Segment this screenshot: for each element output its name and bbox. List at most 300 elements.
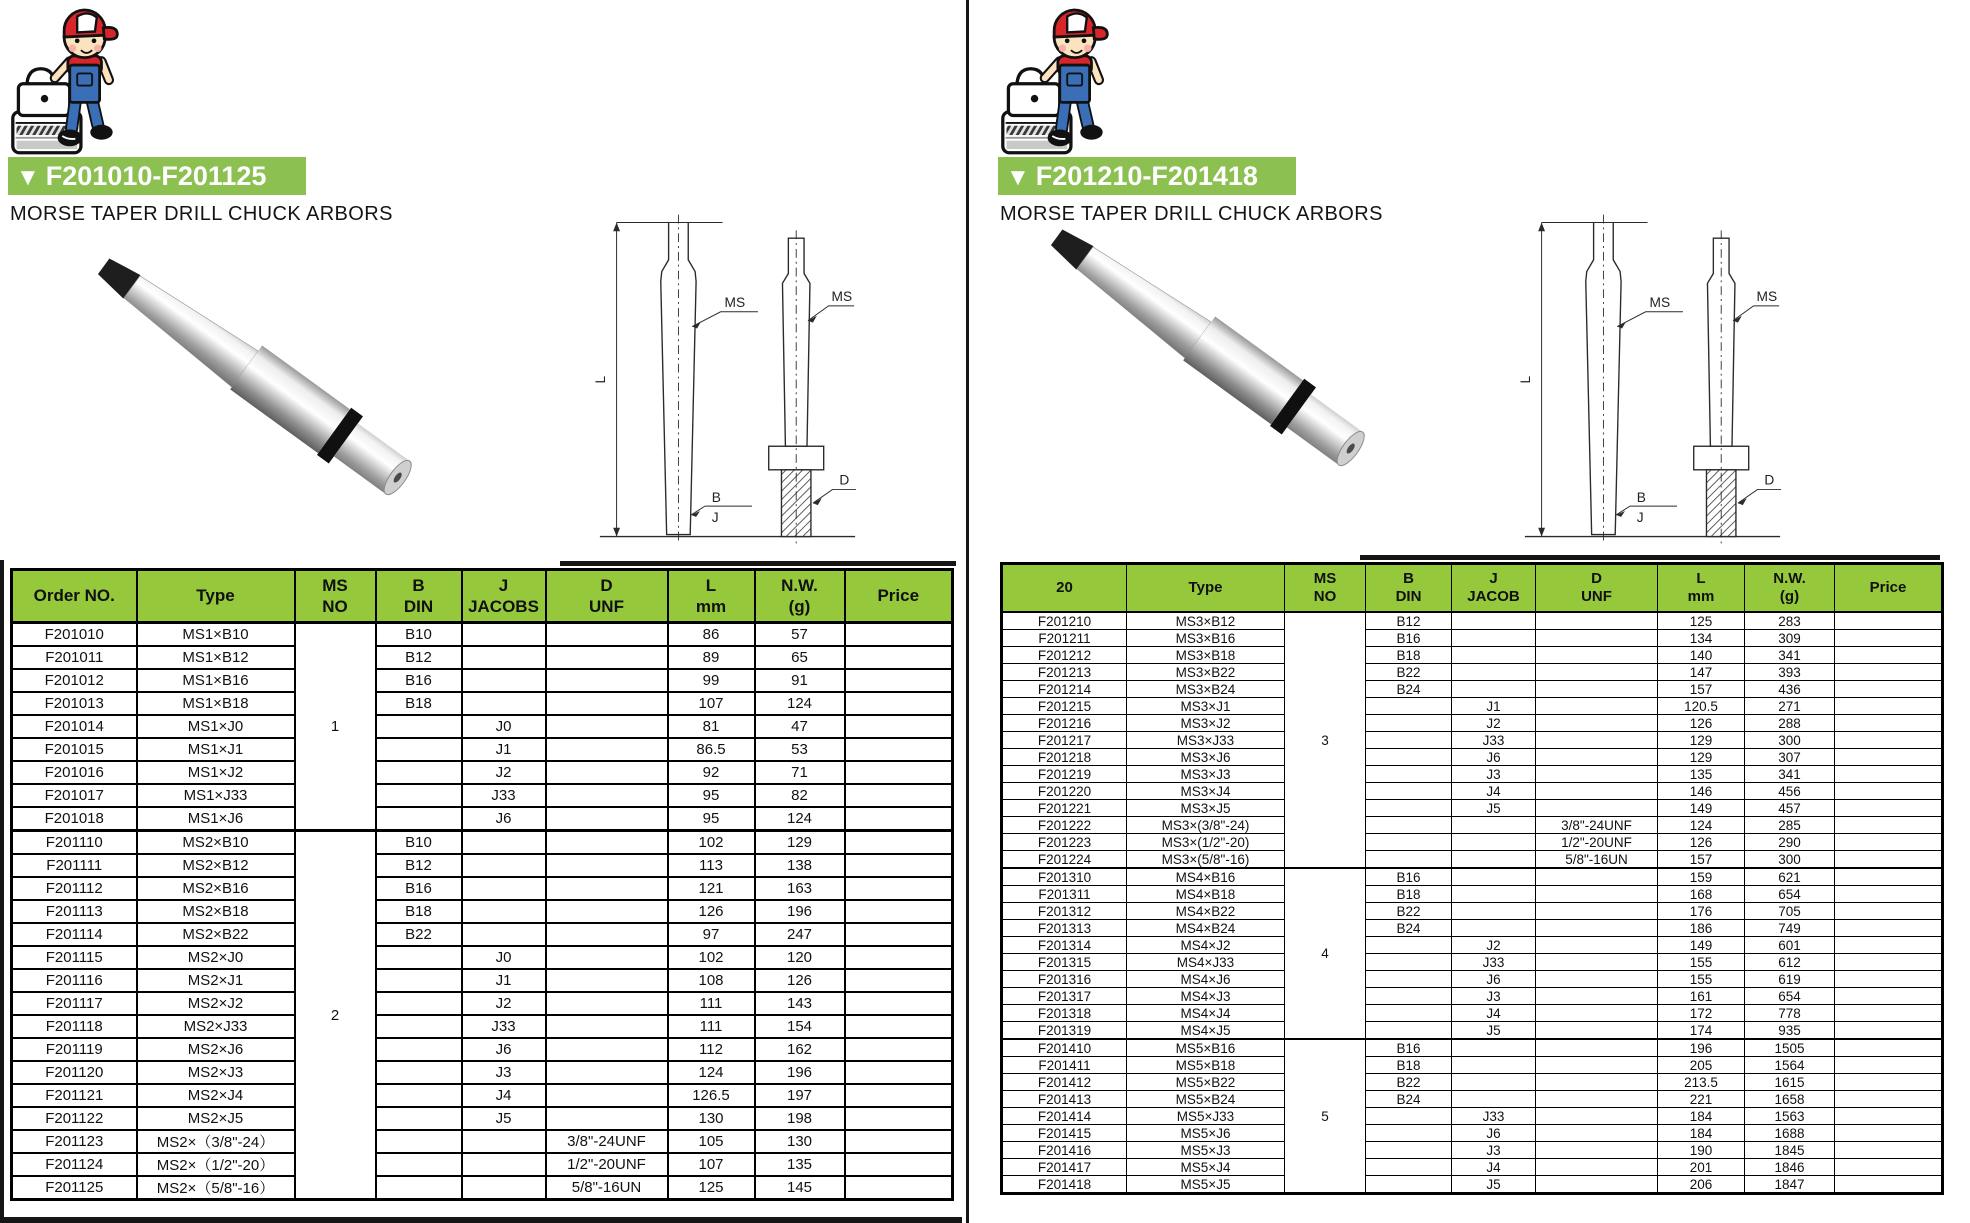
cell-d-unf xyxy=(1536,988,1658,1005)
cell-l-mm: 113 xyxy=(668,854,755,877)
cell-order-no: F201413 xyxy=(1002,1091,1127,1108)
cell-j-jacobs xyxy=(1452,903,1536,920)
cell-d-unf xyxy=(1536,732,1658,749)
cell-nw-g: 654 xyxy=(1745,886,1835,903)
cell-price xyxy=(1835,1159,1943,1176)
cell-price xyxy=(1835,868,1943,886)
cell-nw-g: 135 xyxy=(755,1153,845,1176)
cell-nw-g: 935 xyxy=(1745,1022,1835,1040)
triangle-icon: ▼ xyxy=(1006,164,1030,191)
cell-nw-g: 621 xyxy=(1745,868,1835,886)
cell-d-unf xyxy=(1536,1125,1658,1142)
cell-d-unf xyxy=(546,1038,668,1061)
cell-nw-g: 1564 xyxy=(1745,1057,1835,1074)
cell-nw-g: 145 xyxy=(755,1176,845,1200)
cell-order-no: F201222 xyxy=(1002,817,1127,834)
cell-b-din xyxy=(1366,1108,1452,1125)
cell-order-no: F201211 xyxy=(1002,630,1127,647)
cell-order-no: F201316 xyxy=(1002,971,1127,988)
cell-b-din: B12 xyxy=(376,854,462,877)
cell-type: MS4×B18 xyxy=(1127,886,1285,903)
cell-type: MS3×B16 xyxy=(1127,630,1285,647)
cell-nw-g: 1615 xyxy=(1745,1074,1835,1091)
cell-d-unf xyxy=(1536,1005,1658,1022)
table-row xyxy=(1002,937,1943,954)
cell-price xyxy=(1835,1091,1943,1108)
table-row xyxy=(12,1015,953,1038)
cell-d-unf xyxy=(1536,783,1658,800)
cell-l-mm: 134 xyxy=(1658,630,1745,647)
cell-j-jacobs xyxy=(462,900,546,923)
cell-type: MS4×J5 xyxy=(1127,1022,1285,1040)
cell-j-jacobs xyxy=(1452,886,1536,903)
cell-b-din: B22 xyxy=(1366,664,1452,681)
cell-j-jacobs: J5 xyxy=(1452,800,1536,817)
table-row xyxy=(12,1153,953,1176)
cell-nw-g: 307 xyxy=(1745,749,1835,766)
cell-price xyxy=(845,877,953,900)
cell-price xyxy=(1835,903,1943,920)
cell-b-din xyxy=(1366,817,1452,834)
cell-j-jacobs: J0 xyxy=(462,946,546,969)
cell-price xyxy=(845,946,953,969)
cell-price xyxy=(845,1130,953,1153)
cell-nw-g: 1846 xyxy=(1745,1159,1835,1176)
cell-j-jacobs: J3 xyxy=(1452,1142,1536,1159)
cell-b-din: B24 xyxy=(1366,920,1452,937)
cell-order-no: F201312 xyxy=(1002,903,1127,920)
cell-l-mm: 120.5 xyxy=(1658,698,1745,715)
column-header: B DIN xyxy=(376,570,462,623)
cell-price xyxy=(845,1038,953,1061)
cell-d-unf xyxy=(1536,937,1658,954)
cell-j-jacobs: J2 xyxy=(1452,715,1536,732)
cell-order-no: F201218 xyxy=(1002,749,1127,766)
table-row xyxy=(12,946,953,969)
cell-j-jacobs xyxy=(1452,1057,1536,1074)
table-row xyxy=(1002,1039,1943,1057)
cell-order-no: F201112 xyxy=(12,877,137,900)
cell-nw-g: 341 xyxy=(1745,647,1835,664)
table-row xyxy=(1002,630,1943,647)
table-row xyxy=(1002,612,1943,630)
cell-j-jacobs xyxy=(1452,647,1536,664)
cell-type: MS5×B16 xyxy=(1127,1039,1285,1057)
cell-nw-g: 154 xyxy=(755,1015,845,1038)
column-header: L mm xyxy=(668,570,755,623)
cell-l-mm: 124 xyxy=(668,1061,755,1084)
cell-l-mm: 155 xyxy=(1658,971,1745,988)
cell-type: MS2×B16 xyxy=(137,877,295,900)
cell-b-din: B16 xyxy=(1366,868,1452,886)
table-row xyxy=(1002,1022,1943,1040)
dimension-diagram xyxy=(1520,210,1785,550)
cell-nw-g: 130 xyxy=(755,1130,845,1153)
cell-j-jacobs xyxy=(1452,664,1536,681)
cell-d-unf xyxy=(546,1015,668,1038)
cell-j-jacobs: J6 xyxy=(462,1038,546,1061)
cell-type: MS1×B12 xyxy=(137,646,295,669)
cell-price xyxy=(1835,834,1943,851)
cell-d-unf xyxy=(1536,715,1658,732)
cell-l-mm: 184 xyxy=(1658,1108,1745,1125)
cell-j-jacobs xyxy=(1452,681,1536,698)
cell-j-jacobs: J6 xyxy=(1452,749,1536,766)
cell-price xyxy=(1835,800,1943,817)
product-range-badge xyxy=(998,157,1296,195)
table-row xyxy=(12,646,953,669)
product-range-text: F201210-F201418 xyxy=(1035,161,1258,191)
cell-nw-g: 1688 xyxy=(1745,1125,1835,1142)
table-row xyxy=(12,1130,953,1153)
cell-d-unf xyxy=(1536,749,1658,766)
cell-nw-g: 705 xyxy=(1745,903,1835,920)
cell-l-mm: 168 xyxy=(1658,886,1745,903)
cell-j-jacobs xyxy=(462,623,546,647)
scan-edge-left xyxy=(0,560,4,1223)
cell-d-unf xyxy=(546,1084,668,1107)
cell-d-unf xyxy=(1536,698,1658,715)
table-row xyxy=(12,784,953,807)
cell-price xyxy=(1835,1057,1943,1074)
cell-j-jacobs: J1 xyxy=(1452,698,1536,715)
cell-order-no: F201318 xyxy=(1002,1005,1127,1022)
cell-order-no: F201012 xyxy=(12,669,137,692)
cell-type: MS3×(5/8"-16) xyxy=(1127,851,1285,869)
cell-j-jacobs: J5 xyxy=(1452,1176,1536,1194)
cell-b-din xyxy=(1366,971,1452,988)
cell-j-jacobs: J33 xyxy=(462,1015,546,1038)
table-row xyxy=(1002,954,1943,971)
cell-l-mm: 86.5 xyxy=(668,738,755,761)
cell-order-no: F201417 xyxy=(1002,1159,1127,1176)
cell-d-unf: 5/8"-16UN xyxy=(546,1176,668,1200)
table-row xyxy=(1002,1074,1943,1091)
table-row xyxy=(12,715,953,738)
cell-j-jacobs xyxy=(1452,630,1536,647)
cell-price xyxy=(845,623,953,647)
cell-b-din xyxy=(376,738,462,761)
cell-price xyxy=(1835,681,1943,698)
cell-l-mm: 186 xyxy=(1658,920,1745,937)
cell-nw-g: 619 xyxy=(1745,971,1835,988)
cell-order-no: F201015 xyxy=(12,738,137,761)
column-header: B DIN xyxy=(1366,564,1452,613)
cell-b-din xyxy=(1366,988,1452,1005)
cell-b-din: B10 xyxy=(376,623,462,647)
table-row xyxy=(12,761,953,784)
cell-l-mm: 159 xyxy=(1658,868,1745,886)
cell-nw-g: 393 xyxy=(1745,664,1835,681)
cell-nw-g: 654 xyxy=(1745,988,1835,1005)
cell-nw-g: 436 xyxy=(1745,681,1835,698)
page-title: MORSE TAPER DRILL CHUCK ARBORS xyxy=(10,203,393,225)
cell-nw-g: 138 xyxy=(755,854,845,877)
cell-order-no: F201115 xyxy=(12,946,137,969)
cell-b-din xyxy=(376,946,462,969)
cell-b-din xyxy=(376,807,462,831)
column-header: 20 xyxy=(1002,564,1127,613)
cell-type: MS2×J1 xyxy=(137,969,295,992)
table-row xyxy=(1002,868,1943,886)
cell-j-jacobs xyxy=(1452,1074,1536,1091)
cell-nw-g: 163 xyxy=(755,877,845,900)
cell-l-mm: 107 xyxy=(668,1153,755,1176)
cell-d-unf xyxy=(546,784,668,807)
cell-type: MS3×J1 xyxy=(1127,698,1285,715)
cell-l-mm: 176 xyxy=(1658,903,1745,920)
cell-order-no: F201119 xyxy=(12,1038,137,1061)
table-row xyxy=(12,1084,953,1107)
page-title: MORSE TAPER DRILL CHUCK ARBORS xyxy=(1000,203,1383,225)
column-header: Price xyxy=(845,570,953,623)
cell-l-mm: 140 xyxy=(1658,647,1745,664)
cell-order-no: F201017 xyxy=(12,784,137,807)
cell-nw-g: 457 xyxy=(1745,800,1835,817)
panel-divider xyxy=(966,0,969,1223)
cell-order-no: F201111 xyxy=(12,854,137,877)
cell-price xyxy=(1835,647,1943,664)
cell-b-din xyxy=(376,715,462,738)
cell-order-no: F201411 xyxy=(1002,1057,1127,1074)
table-row xyxy=(1002,1159,1943,1176)
cell-price xyxy=(845,669,953,692)
cell-j-jacobs: J3 xyxy=(1452,766,1536,783)
cell-price xyxy=(845,900,953,923)
cell-d-unf xyxy=(1536,1108,1658,1125)
cell-order-no: F201418 xyxy=(1002,1176,1127,1194)
cell-b-din xyxy=(376,784,462,807)
cell-type: MS2×J2 xyxy=(137,992,295,1015)
cell-type: MS2×J6 xyxy=(137,1038,295,1061)
cell-l-mm: 81 xyxy=(668,715,755,738)
cell-price xyxy=(1835,715,1943,732)
cell-type: MS2×B10 xyxy=(137,831,295,855)
table-row xyxy=(1002,817,1943,834)
cell-type: MS3×J6 xyxy=(1127,749,1285,766)
cell-l-mm: 135 xyxy=(1658,766,1745,783)
cell-order-no: F201125 xyxy=(12,1176,137,1200)
cell-d-unf xyxy=(546,900,668,923)
cell-j-jacobs xyxy=(462,1130,546,1153)
cell-l-mm: 126.5 xyxy=(668,1084,755,1107)
cell-l-mm: 102 xyxy=(668,946,755,969)
cell-nw-g: 290 xyxy=(1745,834,1835,851)
cell-l-mm: 97 xyxy=(668,923,755,946)
column-header: MS NO xyxy=(1285,564,1366,613)
cell-b-din xyxy=(376,761,462,784)
table-row xyxy=(1002,647,1943,664)
cell-type: MS1×B18 xyxy=(137,692,295,715)
cell-type: MS1×J33 xyxy=(137,784,295,807)
cell-type: MS5×B24 xyxy=(1127,1091,1285,1108)
cell-price xyxy=(845,761,953,784)
cell-j-jacobs: J6 xyxy=(462,807,546,831)
cell-d-unf xyxy=(546,1061,668,1084)
cell-order-no: F201011 xyxy=(12,646,137,669)
cell-order-no: F201213 xyxy=(1002,664,1127,681)
cell-d-unf xyxy=(1536,800,1658,817)
cell-nw-g: 300 xyxy=(1745,732,1835,749)
cell-order-no: F201013 xyxy=(12,692,137,715)
cell-d-unf xyxy=(546,807,668,831)
cell-l-mm: 125 xyxy=(668,1176,755,1200)
header-row xyxy=(1002,564,1943,613)
table-row xyxy=(12,692,953,715)
cell-d-unf xyxy=(546,623,668,647)
cell-l-mm: 95 xyxy=(668,784,755,807)
cell-j-jacobs xyxy=(1452,851,1536,869)
cell-order-no: F201220 xyxy=(1002,783,1127,800)
cell-order-no: F201014 xyxy=(12,715,137,738)
cell-j-jacobs: J2 xyxy=(462,992,546,1015)
cell-price xyxy=(1835,886,1943,903)
cell-d-unf: 1/2"-20UNF xyxy=(1536,834,1658,851)
column-header: N.W. (g) xyxy=(1745,564,1835,613)
cell-d-unf: 1/2"-20UNF xyxy=(546,1153,668,1176)
table-row xyxy=(12,969,953,992)
brand-mascot-logo xyxy=(1000,4,1112,156)
cell-b-din: B12 xyxy=(376,646,462,669)
cell-j-jacobs xyxy=(462,877,546,900)
cell-d-unf: 3/8"-24UNF xyxy=(1536,817,1658,834)
cell-b-din xyxy=(1366,1022,1452,1040)
cell-j-jacobs: J5 xyxy=(462,1107,546,1130)
table-row xyxy=(1002,1125,1943,1142)
cell-j-jacobs: J1 xyxy=(462,738,546,761)
cell-nw-g: 283 xyxy=(1745,612,1835,630)
cell-j-jacobs xyxy=(1452,612,1536,630)
cell-d-unf xyxy=(1536,1074,1658,1091)
cell-price xyxy=(1835,766,1943,783)
cell-l-mm: 157 xyxy=(1658,851,1745,869)
table-row xyxy=(12,992,953,1015)
cell-j-jacobs: J6 xyxy=(1452,1125,1536,1142)
table-row xyxy=(1002,749,1943,766)
cell-d-unf xyxy=(546,692,668,715)
scan-edge-bottom xyxy=(0,1217,962,1223)
cell-order-no: F201219 xyxy=(1002,766,1127,783)
cell-order-no: F201120 xyxy=(12,1061,137,1084)
cell-d-unf xyxy=(1536,886,1658,903)
cell-b-din: B10 xyxy=(376,831,462,855)
cell-nw-g: 1563 xyxy=(1745,1108,1835,1125)
cell-order-no: F201210 xyxy=(1002,612,1127,630)
cell-d-unf xyxy=(1536,903,1658,920)
cell-l-mm: 147 xyxy=(1658,664,1745,681)
cell-nw-g: 71 xyxy=(755,761,845,784)
table-row xyxy=(12,923,953,946)
table-row xyxy=(1002,681,1943,698)
cell-nw-g: 143 xyxy=(755,992,845,1015)
cell-order-no: F201114 xyxy=(12,923,137,946)
cell-nw-g: 1505 xyxy=(1745,1039,1835,1057)
cell-j-jacobs: J33 xyxy=(462,784,546,807)
cell-j-jacobs xyxy=(1452,1091,1536,1108)
cell-ms-no: 5 xyxy=(1285,1039,1366,1194)
cell-type: MS5×B18 xyxy=(1127,1057,1285,1074)
cell-order-no: F201124 xyxy=(12,1153,137,1176)
cell-nw-g: 196 xyxy=(755,900,845,923)
cell-order-no: F201310 xyxy=(1002,868,1127,886)
cell-d-unf xyxy=(546,969,668,992)
product-range-badge xyxy=(8,157,306,195)
brand-mascot-logo xyxy=(10,4,122,156)
cell-b-din: B22 xyxy=(376,923,462,946)
cell-price xyxy=(845,1061,953,1084)
table-row xyxy=(12,1038,953,1061)
cell-d-unf xyxy=(546,715,668,738)
table-row xyxy=(1002,834,1943,851)
cell-type: MS4×J4 xyxy=(1127,1005,1285,1022)
cell-price xyxy=(845,646,953,669)
cell-order-no: F201010 xyxy=(12,623,137,647)
cell-b-din: B18 xyxy=(376,692,462,715)
cell-price xyxy=(1835,988,1943,1005)
cell-type: MS2×J0 xyxy=(137,946,295,969)
cell-l-mm: 161 xyxy=(1658,988,1745,1005)
cell-d-unf xyxy=(546,669,668,692)
cell-b-din xyxy=(376,1153,462,1176)
cell-l-mm: 126 xyxy=(1658,834,1745,851)
cell-b-din xyxy=(1366,851,1452,869)
cell-j-jacobs: J2 xyxy=(1452,937,1536,954)
cell-l-mm: 89 xyxy=(668,646,755,669)
cell-d-unf xyxy=(1536,630,1658,647)
cell-nw-g: 300 xyxy=(1745,851,1835,869)
column-header: D UNF xyxy=(546,570,668,623)
cell-b-din xyxy=(1366,766,1452,783)
cell-l-mm: 124 xyxy=(1658,817,1745,834)
cell-j-jacobs xyxy=(462,692,546,715)
cell-b-din xyxy=(376,1061,462,1084)
table-row xyxy=(1002,1091,1943,1108)
cell-price xyxy=(1835,954,1943,971)
cell-type: MS1×J6 xyxy=(137,807,295,831)
cell-j-jacobs xyxy=(1452,817,1536,834)
cell-nw-g: 778 xyxy=(1745,1005,1835,1022)
column-header: L mm xyxy=(1658,564,1745,613)
cell-price xyxy=(845,969,953,992)
cell-type: MS1×B16 xyxy=(137,669,295,692)
cell-j-jacobs xyxy=(462,831,546,855)
cell-j-jacobs: J1 xyxy=(462,969,546,992)
table-row xyxy=(1002,783,1943,800)
cell-b-din xyxy=(1366,954,1452,971)
cell-l-mm: 196 xyxy=(1658,1039,1745,1057)
cell-j-jacobs: J2 xyxy=(462,761,546,784)
cell-price xyxy=(845,923,953,946)
cell-order-no: F201311 xyxy=(1002,886,1127,903)
table-row xyxy=(12,900,953,923)
table-row xyxy=(1002,1176,1943,1194)
cell-l-mm: 102 xyxy=(668,831,755,855)
cell-type: MS4×J6 xyxy=(1127,971,1285,988)
cell-order-no: F201118 xyxy=(12,1015,137,1038)
cell-b-din xyxy=(376,992,462,1015)
column-header: J JACOB xyxy=(1452,564,1536,613)
table-row xyxy=(1002,1057,1943,1074)
cell-l-mm: 112 xyxy=(668,1038,755,1061)
cell-order-no: F201110 xyxy=(12,831,137,855)
cell-price xyxy=(845,807,953,831)
dimension-diagram xyxy=(595,210,860,550)
cell-nw-g: 288 xyxy=(1745,715,1835,732)
cell-type: MS2×J5 xyxy=(137,1107,295,1130)
cell-l-mm: 174 xyxy=(1658,1022,1745,1040)
table-row xyxy=(12,807,953,831)
cell-price xyxy=(845,1084,953,1107)
